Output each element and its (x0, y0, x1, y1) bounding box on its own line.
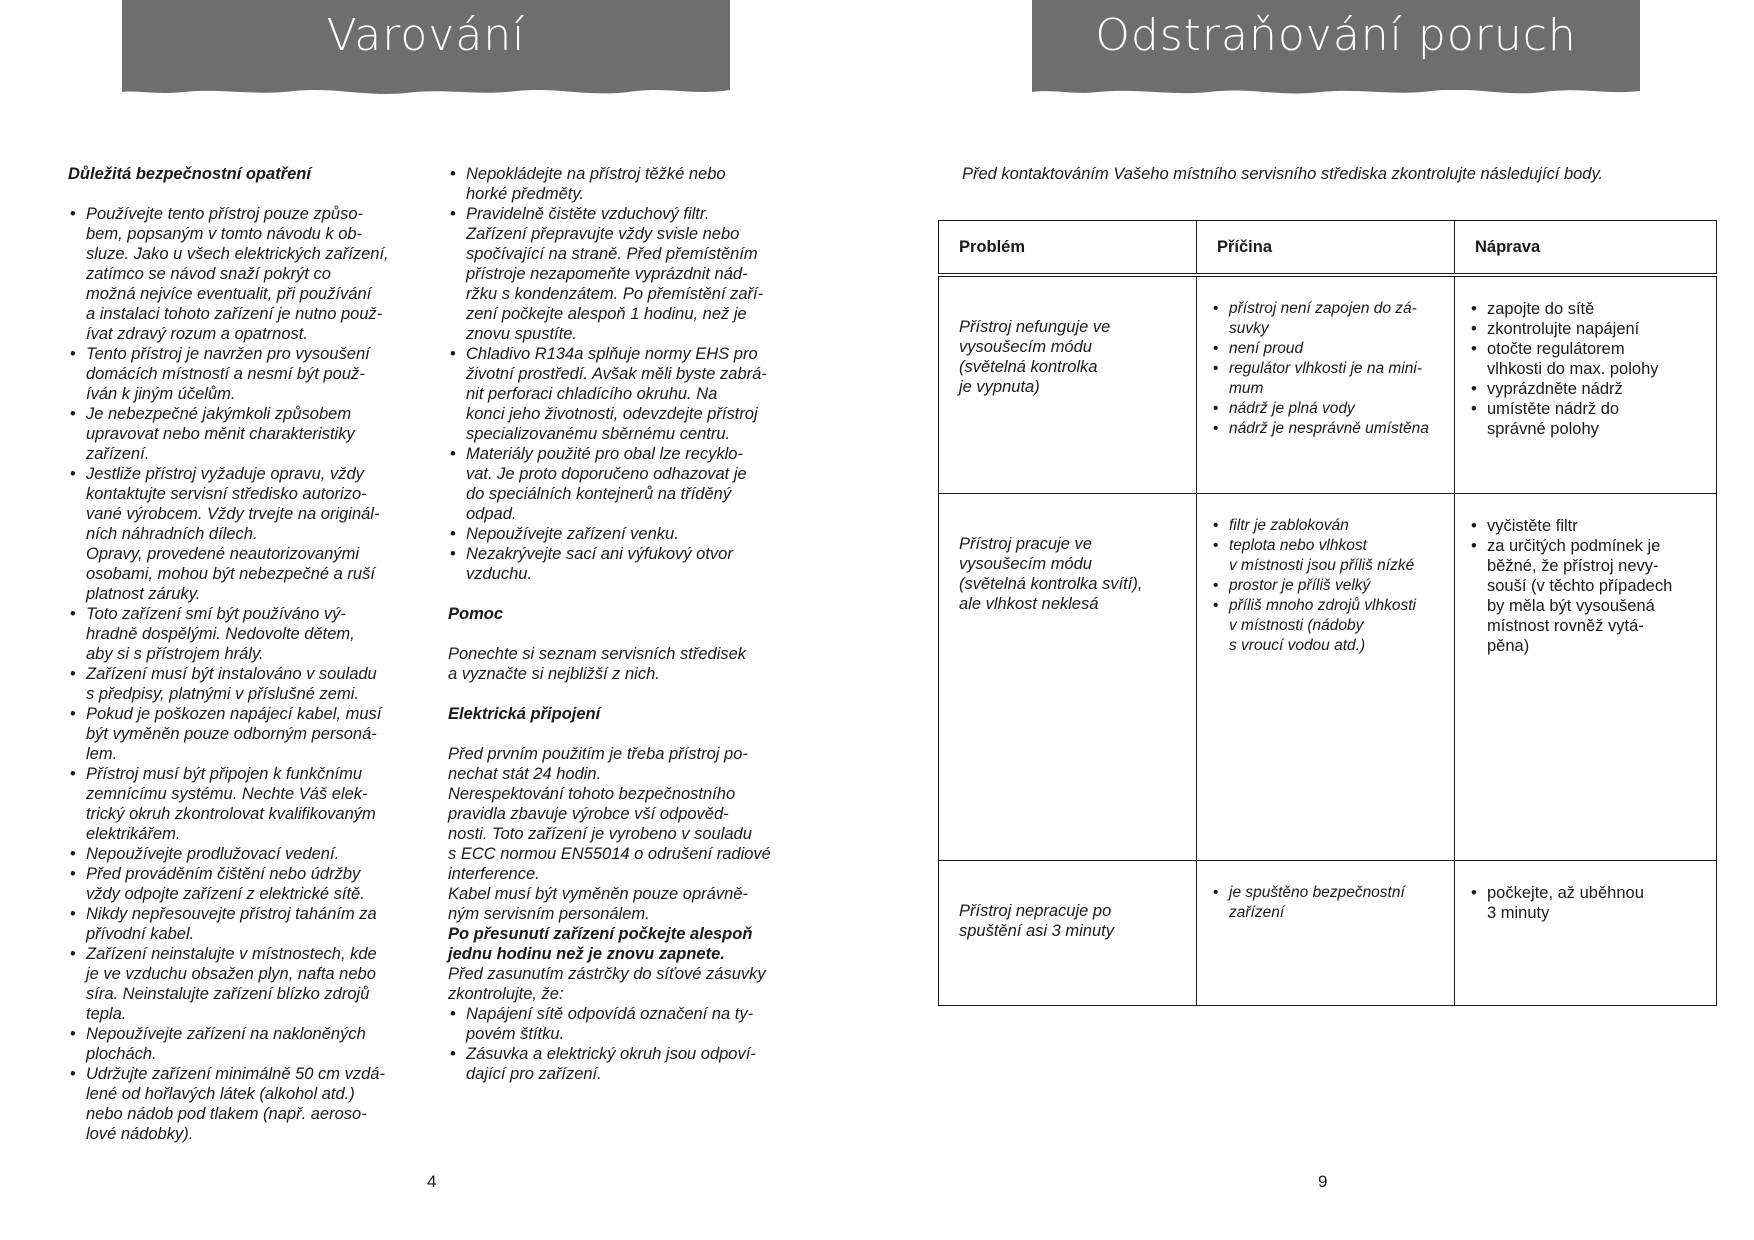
problem-line: Přístroj pracuje ve (959, 535, 1092, 553)
table-row (939, 494, 1717, 861)
troubleshooting-intro: Před kontaktováním Vašeho místního servisního střediska zkontrolujte následující body. (962, 165, 1604, 183)
list-item-line: vlhkosti do max. polohy (1487, 360, 1659, 378)
list-item-line: zařízení (1229, 904, 1285, 921)
list-item (448, 544, 800, 584)
list-item-line: zemnícímu systému. Nechte Váš elek- (86, 785, 368, 803)
cause-list (1211, 883, 1444, 923)
list-item-line: • Používejte tento přístroj pouze způso- (86, 205, 363, 223)
page-number-left: 4 (427, 1172, 437, 1191)
problem-cell (939, 275, 1197, 494)
text-line: s ECC normou EN55014 o odrušení radiové (448, 845, 771, 863)
list-item-line: • vyčistěte filtr (1487, 517, 1578, 535)
list-item-line: souší (v těchto případech (1487, 577, 1673, 595)
header-cause: Příčina (1197, 221, 1455, 276)
list-item-line: • nádrž je plná vody (1229, 400, 1355, 417)
electrical-text (448, 744, 800, 924)
list-item-line: upravovat nebo měnit charakteristiky (86, 425, 355, 443)
list-item-line: být vyměněn pouze odborným personá- (86, 725, 377, 743)
list-item (68, 664, 420, 704)
cause-cell (1197, 861, 1455, 1006)
list-item-line: kontaktujte servisní středisko autorizo- (86, 485, 367, 503)
list-item (1469, 399, 1706, 439)
list-item (1211, 596, 1444, 656)
problem-line: je vypnuta) (959, 378, 1040, 396)
list-item-line: • otočte regulátorem (1487, 340, 1625, 358)
text-line: jednu hodinu než je znovu zapnete. (448, 945, 725, 963)
list-item (68, 404, 420, 464)
list-item-line: lené od hořlavých látek (alkohol atd.) (86, 1085, 355, 1103)
list-item-line: povém štítku. (466, 1025, 565, 1043)
list-item-line: • regulátor vlhkosti je na mini- (1229, 360, 1422, 377)
list-item (68, 344, 420, 404)
troubleshooting-table (938, 220, 1717, 1006)
list-item-line: • zapojte do sítě (1487, 300, 1595, 318)
text-line: a vyznačte si nejbližší z nich. (448, 665, 660, 683)
list-item-line: konci jeho životnosti, odevzdejte přístroj (466, 405, 758, 423)
list-item (1211, 883, 1444, 923)
list-item-line: horké předměty. (466, 185, 584, 203)
safety-heading: Důležitá bezpečnostní opatření (68, 165, 311, 183)
list-item-line: • prostor je příliš velký (1229, 577, 1371, 594)
list-item-line: síra. Neinstalujte zařízení blízko zdrojů (86, 985, 370, 1003)
list-item-line: • Před prováděním čištění nebo údržby (86, 865, 361, 883)
list-item-line: íván k jiným účelům. (86, 385, 236, 403)
list-item-line: s vroucí vodou atd.) (1229, 637, 1366, 654)
text-line: Nerespektování tohoto bezpečnostního (448, 785, 736, 803)
help-text (448, 644, 800, 684)
cause-cell (1197, 494, 1455, 861)
list-item-line: Zařízení přepravujte vždy svisle nebo (466, 225, 740, 243)
list-item-line: • je spuštěno bezpečnostní (1229, 884, 1405, 901)
list-item-line: sluze. Jako u všech elektrických zařízení, (86, 245, 389, 263)
text-line: zkontrolujte, že: (448, 985, 564, 1003)
list-item-line: lem. (86, 745, 118, 763)
list-item-line: ívat zdravý rozum a opatrnost. (86, 325, 308, 343)
list-item-line: vždy odpojte zařízení z elektrické sítě. (86, 885, 365, 903)
list-item (1469, 516, 1706, 536)
banner-torn-edge (122, 82, 730, 98)
list-item-line: běžné, že přístroj nevy- (1487, 557, 1659, 575)
list-item-line: • není proud (1229, 340, 1304, 357)
text-line: Před zasunutím zástrčky do síťové zásuvky (448, 965, 766, 983)
list-item (68, 944, 420, 1024)
text-line: nechat stát 24 hodin. (448, 765, 602, 783)
list-item-line: • Materiály použité pro obal lze recyklo- (466, 445, 743, 463)
list-item (448, 1044, 800, 1084)
list-item-line: mum (1229, 380, 1264, 397)
cause-list (1211, 299, 1444, 439)
list-item-line: • za určitých podmínek je (1487, 537, 1661, 555)
list-item-line: zení počkejte alespoň 1 hodinu, než je (466, 305, 747, 323)
list-item-line: • vyprázdněte nádrž (1487, 380, 1623, 398)
list-item (1469, 883, 1706, 923)
list-item (68, 904, 420, 944)
list-item-line: platnost záruky. (86, 585, 201, 603)
list-item (448, 444, 800, 524)
header-fix: Náprava (1455, 221, 1717, 276)
list-item-line: • filtr je zablokován (1229, 517, 1349, 534)
problem-line: vysoušecím módu (959, 338, 1092, 356)
problem-line: (světelná kontrolka svítí), (959, 575, 1143, 593)
fix-cell (1455, 494, 1717, 861)
electrical-checklist (448, 1004, 800, 1084)
fix-cell (1455, 861, 1717, 1006)
safety-list-continued (448, 164, 800, 584)
list-item-line: • zkontrolujte napájení (1487, 320, 1640, 338)
list-item-line: pěna) (1487, 637, 1530, 655)
list-item-line: zatímco se návod snaží pokrýt co (86, 265, 331, 283)
fix-list (1469, 883, 1706, 923)
list-item-line: osobami, mohou být nebezpečné a ruší (86, 565, 375, 583)
list-item (448, 204, 800, 344)
left-page-title: Varování (326, 10, 526, 61)
list-item-line: • nádrž je nesprávně umístěna (1229, 420, 1429, 437)
list-item-line: a instalaci tohoto zařízení je nutno použ- (86, 305, 383, 323)
list-item-line: • příliš mnoho zdrojů vlhkosti (1229, 597, 1416, 614)
list-item-line: • Zařízení musí být instalováno v souladu (86, 665, 377, 683)
list-item (1211, 576, 1444, 596)
list-item (1211, 536, 1444, 576)
list-item-line: je ve vzduchu obsažen plyn, nafta nebo (86, 965, 376, 983)
text-line: Před prvním použitím je třeba přístroj po- (448, 745, 748, 763)
problem-line: ale vlhkost neklesá (959, 595, 1099, 613)
list-item-line: přístroje nezapomeňte vyprázdnit nád- (466, 265, 748, 283)
electrical-heading: Elektrická připojení (448, 705, 601, 723)
help-heading: Pomoc (448, 605, 504, 623)
list-item-line: vat. Je proto doporučeno odhazovat je (466, 465, 747, 483)
list-item-line: odpad. (466, 505, 517, 523)
list-item-line: hradně dospělými. Nedovolte dětem, (86, 625, 355, 643)
list-item (448, 344, 800, 444)
list-item-line: přívodní kabel. (86, 925, 195, 943)
right-page-title: Odstraňování poruch (1095, 10, 1577, 61)
list-item-line: elektrikářem. (86, 825, 181, 843)
text-line: ným servisním personálem. (448, 905, 650, 923)
list-item-line: • Nikdy nepřesouvejte přístroj taháním za (86, 905, 377, 923)
list-item (448, 164, 800, 204)
list-item-line: nebo nádob pod tlakem (např. aeroso- (86, 1105, 367, 1123)
safety-column-1 (68, 164, 420, 1144)
list-item-line: • Chladivo R134a splňuje normy EHS pro (466, 345, 758, 363)
list-item-line: • Přístroj musí být připojen k funkčnímu (86, 765, 363, 783)
list-item-line: životní prostředí. Avšak měli byste zabrá- (466, 365, 767, 383)
list-item-line: • Pokud je poškozen napájecí kabel, musí (86, 705, 382, 723)
list-item-line: možná nejvíce eventualit, při používání (86, 285, 372, 303)
text-line: Po přesunutí zařízení počkejte alespoň (448, 925, 753, 943)
list-item-line: 3 minuty (1487, 904, 1550, 922)
list-item-line: místnost rovněž vytá- (1487, 617, 1644, 635)
list-item-line: • teplota nebo vlhkost (1229, 537, 1367, 554)
list-item-line: bem, popsaným v tomto návodu k ob- (86, 225, 363, 243)
list-item (1211, 419, 1444, 439)
cause-list (1211, 516, 1444, 656)
text-line: Ponechte si seznam servisních středisek (448, 645, 747, 663)
problem-line: Přístroj nefunguje ve (959, 318, 1111, 336)
list-item-line: plochách. (86, 1045, 157, 1063)
banner-torn-edge (1032, 82, 1640, 98)
list-item-line: • Nepoužívejte prodlužovací vedení. (86, 845, 340, 863)
list-item-line: • umístěte nádrž do (1487, 400, 1620, 418)
list-item-line: • počkejte, až uběhnou (1487, 884, 1644, 902)
table-row (939, 861, 1717, 1006)
list-item (68, 604, 420, 664)
problem-cell (939, 494, 1197, 861)
list-item (448, 524, 800, 544)
header-problem: Problém (939, 221, 1197, 276)
list-item-line: • Nepoužívejte zařízení na nakloněných (86, 1025, 366, 1043)
list-item-line: • Nezakrývejte sací ani výfukový otvor (466, 545, 733, 563)
list-item (1469, 379, 1706, 399)
list-item-line: • Tento přístroj je navržen pro vysoušení (86, 345, 370, 363)
list-item-line: • Zásuvka a elektrický okruh jsou odpoví- (466, 1045, 756, 1063)
list-item-line: • Napájení sítě odpovídá označení na ty- (466, 1005, 754, 1023)
list-item-line: nit perforaci chladícího okruhu. Na (466, 385, 718, 403)
fix-list (1469, 516, 1706, 656)
list-item (68, 704, 420, 764)
electrical-check-intro (448, 964, 800, 1004)
list-item-line: tepla. (86, 1005, 127, 1023)
list-item-line: spočívající na straně. Před přemístěním (466, 245, 758, 263)
list-item-line: specializovanému sběrnému centru. (466, 425, 731, 443)
list-item-line: • Zařízení neinstalujte v místnostech, kde (86, 945, 377, 963)
list-item-line: suvky (1229, 320, 1269, 337)
list-item (68, 844, 420, 864)
list-item-line: domácích místností a nesmí být použ- (86, 365, 365, 383)
left-page-banner (122, 0, 730, 90)
list-item-line: s předpisy, platnými v příslušné zemi. (86, 685, 359, 703)
page-number-right: 9 (1318, 1172, 1328, 1191)
list-item (1211, 299, 1444, 339)
list-item-line: Opravy, provedené neautorizovanými (86, 545, 360, 563)
list-item (68, 204, 420, 344)
list-item-line: znovu spustíte. (466, 325, 577, 343)
list-item (1469, 299, 1706, 319)
list-item-line: v místnosti jsou příliš nízké (1229, 557, 1415, 574)
safety-list (68, 204, 420, 1144)
right-page-banner (1032, 0, 1640, 90)
list-item-line: zařízení. (86, 445, 150, 463)
problem-line: spuštění asi 3 minuty (959, 922, 1114, 940)
list-item (1469, 536, 1706, 656)
fix-list (1469, 299, 1706, 439)
list-item-line: • Pravidelně čistěte vzduchový filtr. (466, 205, 710, 223)
list-item (1469, 319, 1706, 339)
list-item-line: vané výrobcem. Vždy trvejte na originál- (86, 505, 380, 523)
list-item (68, 764, 420, 844)
list-item-line: • Nepoužívejte zařízení venku. (466, 525, 679, 543)
list-item-line: správné polohy (1487, 420, 1599, 438)
electrical-warning (448, 924, 800, 964)
list-item-line: by měla být vysoušená (1487, 597, 1655, 615)
list-item-line: • přístroj není zapojen do zá- (1229, 300, 1417, 317)
list-item (68, 864, 420, 904)
list-item (1211, 516, 1444, 536)
text-line: nosti. Toto zařízení je vyrobeno v souladu (448, 825, 752, 843)
text-line: Kabel musí být vyměněn pouze oprávně- (448, 885, 748, 903)
list-item-line: vzduchu. (466, 565, 533, 583)
list-item-line: • Udržujte zařízení minimálně 50 cm vzdá- (86, 1065, 385, 1083)
safety-column-2 (448, 164, 800, 1084)
list-item-line: do speciálních kontejnerů na tříděný (466, 485, 732, 503)
cause-cell (1197, 275, 1455, 494)
text-line: interference. (448, 865, 540, 883)
table-row (939, 275, 1717, 494)
list-item-line: trický okruh zkontrolovat kvalifikovaným (86, 805, 376, 823)
list-item-line: dající pro zařízení. (466, 1065, 602, 1083)
list-item-line: v místnosti (nádoby (1229, 617, 1364, 634)
problem-line: vysoušecím módu (959, 555, 1092, 573)
list-item-line: aby si s přístrojem hrály. (86, 645, 264, 663)
list-item (1211, 399, 1444, 419)
problem-cell (939, 861, 1197, 1006)
list-item (68, 1024, 420, 1064)
list-item-line: • Je nebezpečné jakýmkoli způsobem (86, 405, 352, 423)
list-item-line: ních náhradních dílech. (86, 525, 258, 543)
problem-line: (světelná kontrolka (959, 358, 1098, 376)
problem-line: Přístroj nepracuje po (959, 902, 1112, 920)
table-header-row (939, 221, 1717, 276)
list-item-line: • Toto zařízení smí být používáno vý- (86, 605, 346, 623)
list-item (448, 1004, 800, 1044)
list-item (1211, 359, 1444, 399)
list-item (1469, 339, 1706, 379)
fix-cell (1455, 275, 1717, 494)
list-item-line: lové nádobky). (86, 1125, 194, 1143)
list-item-line: ržku s kondenzátem. Po přemístění zaří- (466, 285, 764, 303)
list-item (1211, 339, 1444, 359)
list-item (68, 1064, 420, 1144)
list-item-line: • Jestliže přístroj vyžaduje opravu, vždy (86, 465, 364, 483)
list-item (68, 464, 420, 604)
list-item-line: • Nepokládejte na přístroj těžké nebo (466, 165, 726, 183)
text-line: pravidla zbavuje výrobce vší odpověd- (448, 805, 729, 823)
